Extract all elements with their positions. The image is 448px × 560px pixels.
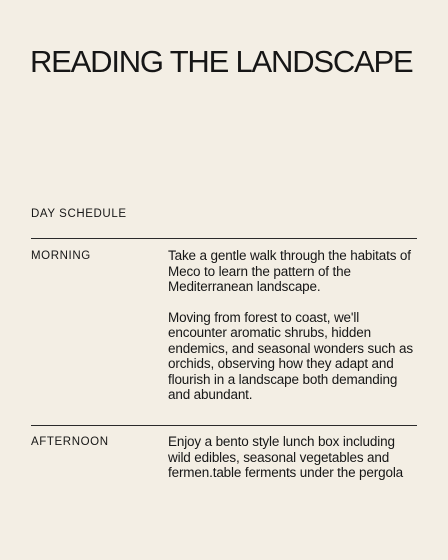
morning-paragraph-2: Moving from forest to coast, we'll encounter aromatic shrubs, hidden endemics, and seasonal wonders such as orchids, observing how they adapt and flourish in a landscape both demanding and abundant. <box>168 309 413 402</box>
afternoon-paragraph-1: Enjoy a bento style lunch box including wild edibles, seasonal vegetables and fermen.table ferments under the pergola <box>168 434 404 480</box>
morning-description <box>168 248 420 403</box>
divider-afternoon <box>31 425 417 426</box>
afternoon-label: AFTERNOON <box>31 436 109 448</box>
afternoon-description <box>168 434 420 481</box>
divider-morning <box>31 238 417 239</box>
morning-paragraph-1: Take a gentle walk through the habitats of Meco to learn the pattern of the Mediterranean landscape. <box>168 248 411 294</box>
morning-label: MORNING <box>31 250 91 262</box>
page-title: READING THE LANDSCAPE <box>30 44 413 79</box>
day-schedule-heading: DAY SCHEDULE <box>31 208 127 220</box>
